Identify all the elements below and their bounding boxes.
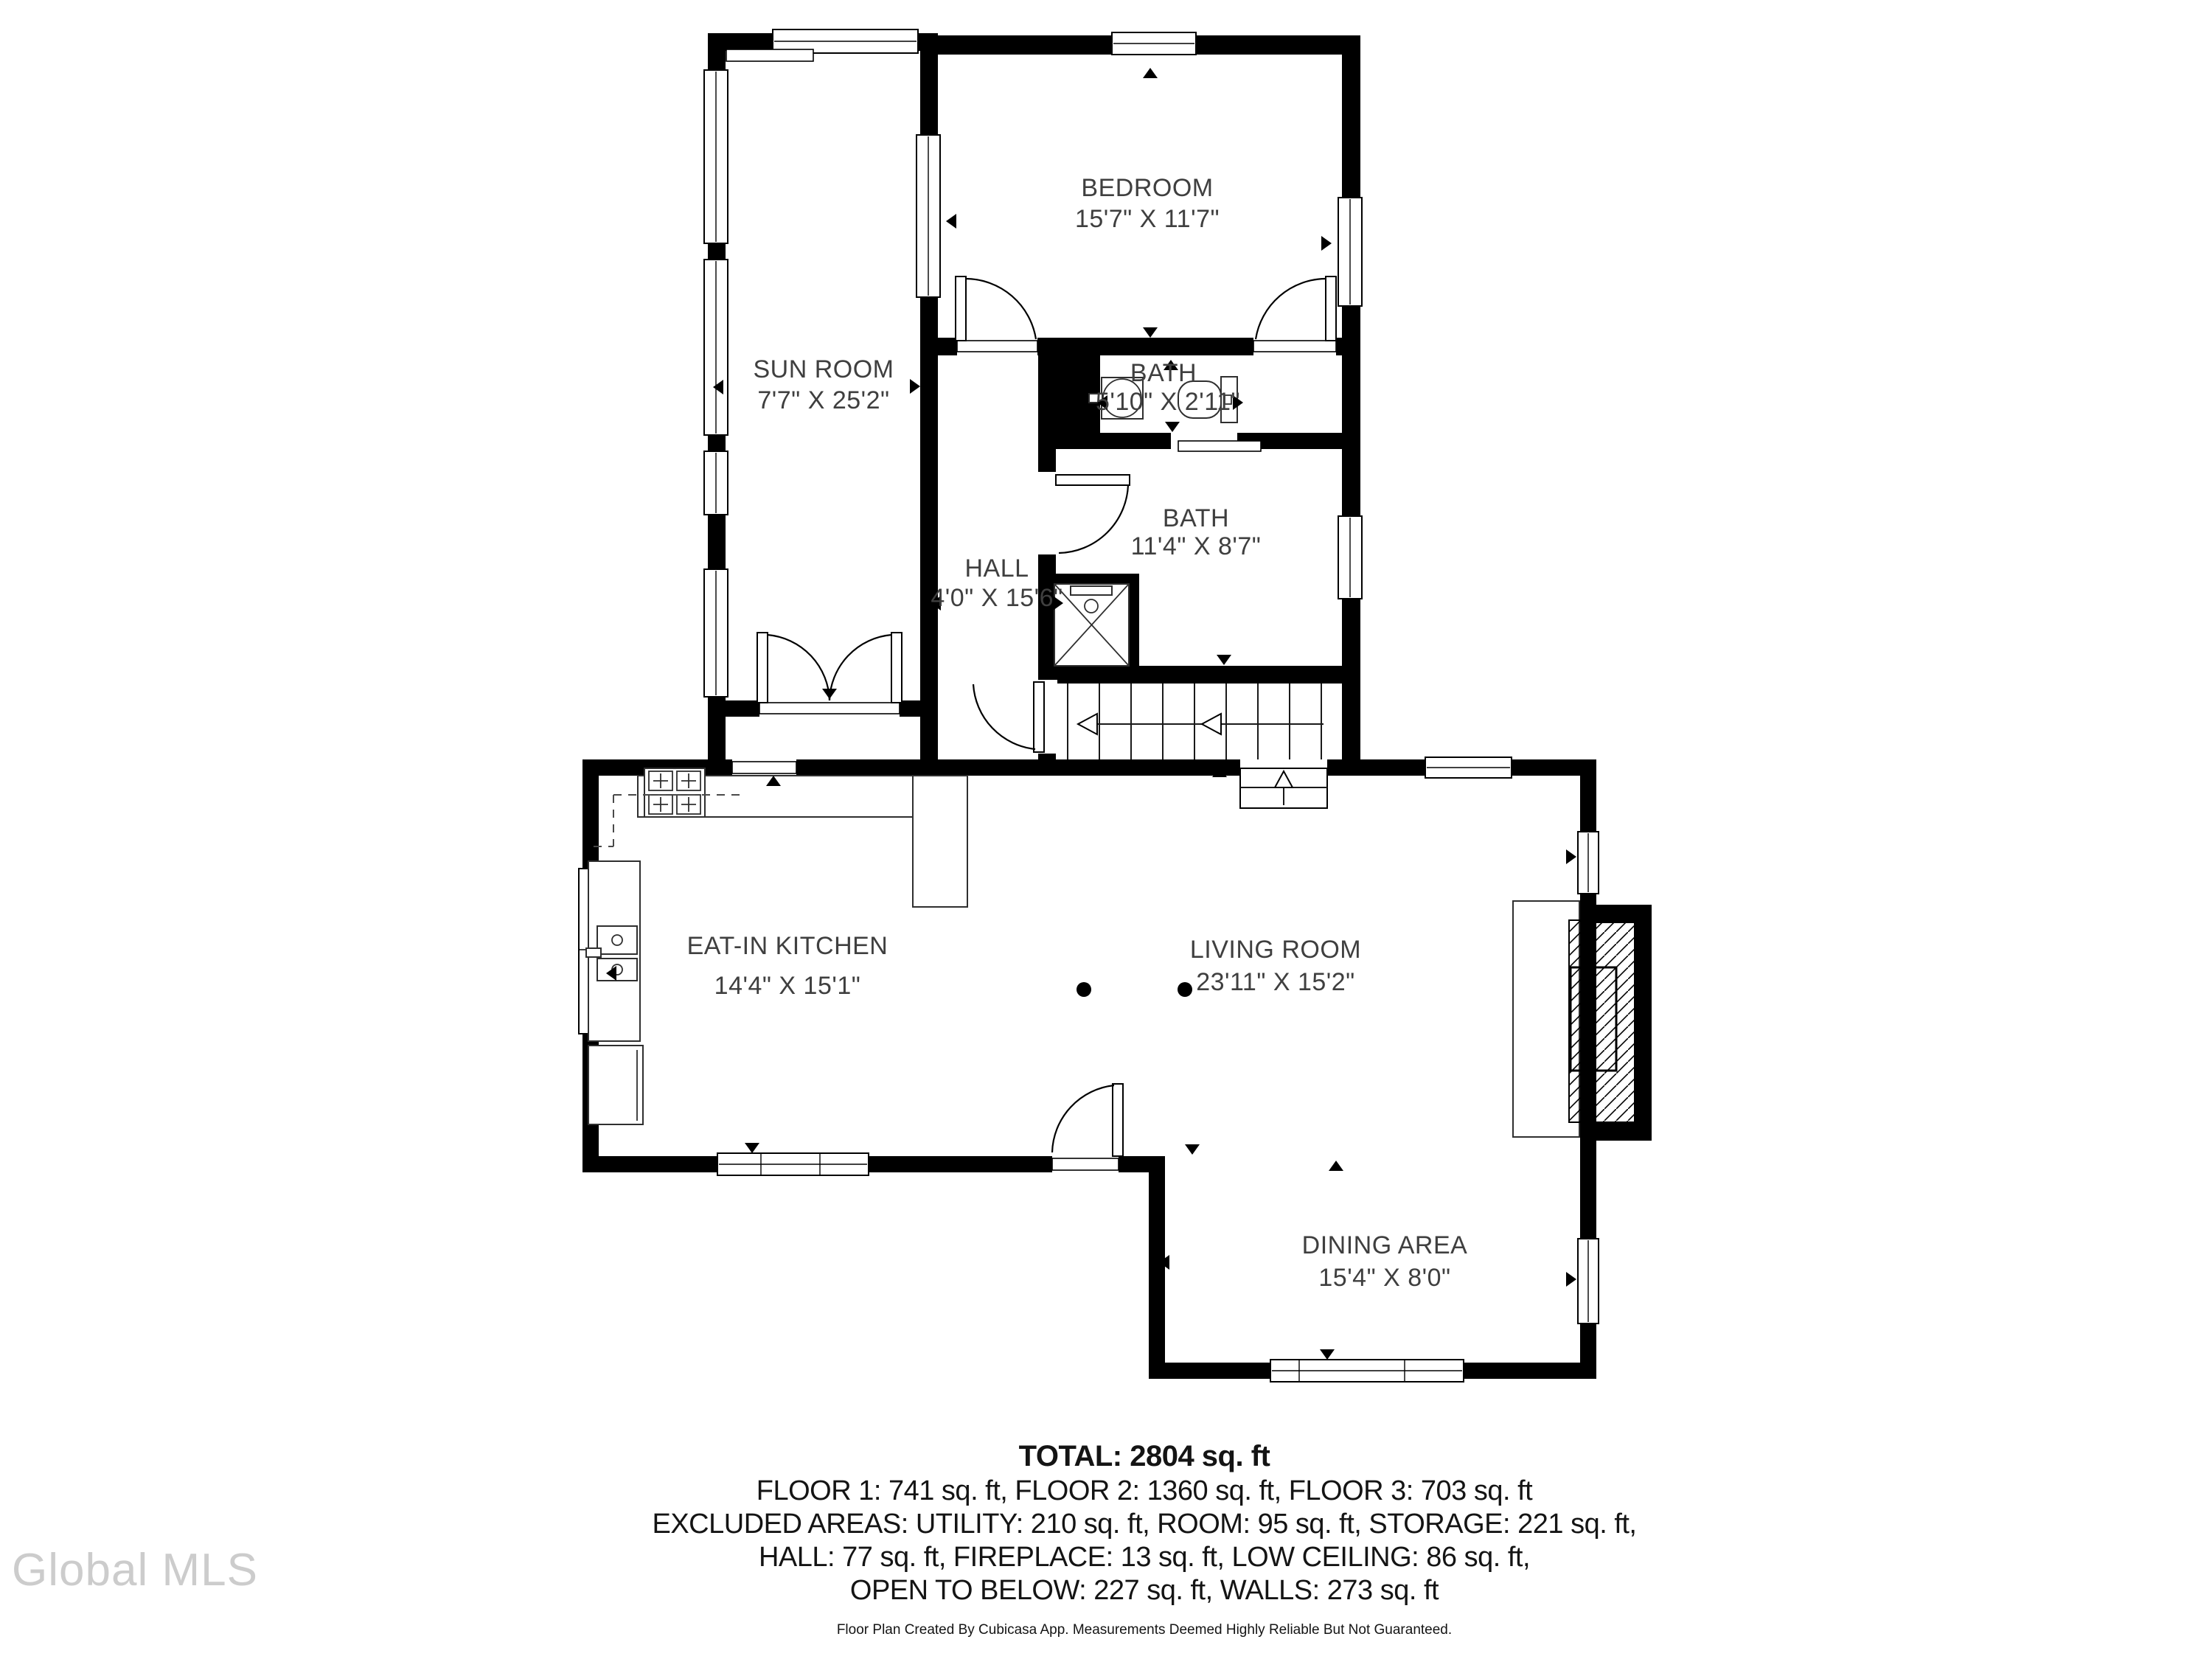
sunroom-bench [726, 49, 813, 61]
stair-arrow-head [1202, 714, 1221, 734]
kitchen-fixtures [586, 768, 1192, 1124]
room-name: DINING AREA [1301, 1231, 1468, 1259]
tick-down [1143, 327, 1158, 338]
room-name: BATH [1162, 504, 1230, 532]
tick-down [1185, 1144, 1200, 1155]
door-swing [973, 684, 1035, 749]
room-dimensions: 7'7" X 25'2" [757, 386, 890, 414]
pocket-door-slab [1178, 441, 1261, 451]
fireplace-wall [1634, 905, 1652, 1141]
doorway-sill [1052, 1158, 1119, 1170]
doorway-sill [732, 762, 796, 773]
tick-right [910, 379, 920, 394]
wall-openings [732, 336, 1336, 1174]
staircase [1068, 684, 1327, 808]
shower-valve [1071, 586, 1112, 595]
room-dimensions: 23'11" X 15'2" [1196, 968, 1355, 996]
tick-up [1329, 1161, 1343, 1171]
stove [644, 768, 705, 817]
total-area: TOTAL: 2804 sq. ft [1018, 1440, 1270, 1472]
stair-arrow-head [1078, 714, 1097, 734]
fireplace [1513, 901, 1652, 1141]
doorway-sill [1253, 341, 1336, 352]
excluded-areas-line-2: HALL: 77 sq. ft, FIREPLACE: 13 sq. ft, LOW CEILING: 86 sq. ft, [758, 1542, 1531, 1573]
floor-areas: FLOOR 1: 741 sq. ft, FLOOR 2: 1360 sq. ft, FLOOR 3: 703 sq. ft [756, 1475, 1533, 1506]
door-swing [1052, 1085, 1114, 1152]
door-swing [768, 635, 830, 700]
room-name: BEDROOM [1081, 174, 1214, 202]
fireplace-wall [1589, 1122, 1652, 1141]
excluded-areas-line-3: OPEN TO BELOW: 227 sq. ft, WALLS: 273 sq. ft [849, 1575, 1439, 1606]
fireplace-hatch [1569, 920, 1635, 1122]
room-dimensions: 4'0" X 15'6" [931, 584, 1063, 612]
door-swing [830, 635, 891, 700]
shower-wall [1129, 574, 1139, 667]
tick-left [946, 214, 956, 229]
door-swing [1256, 279, 1326, 339]
room-name: SUN ROOM [753, 355, 894, 383]
door-leaf [1056, 475, 1130, 485]
french-door-leaf [757, 633, 768, 703]
counter-peninsula [913, 776, 967, 907]
french-door-sill [759, 703, 900, 714]
tick-right [1566, 1272, 1576, 1287]
room-dimensions: 15'4" X 8'0" [1318, 1264, 1451, 1292]
walls [582, 33, 1596, 1379]
ceiling-light [1077, 982, 1091, 997]
doorway-sill [957, 341, 1037, 352]
disclaimer: Floor Plan Created By Cubicasa App. Measurements Deemed Highly Reliable But Not Guaranteed. [836, 1622, 1453, 1638]
wall-segment [1149, 1156, 1165, 1379]
faucet [586, 948, 601, 957]
tick-right [1566, 849, 1576, 864]
tick-down [1217, 655, 1231, 665]
door-leaf [1034, 682, 1044, 752]
room-name: HALL [964, 554, 1029, 582]
tick-down [1165, 422, 1180, 432]
room-name: EAT-IN KITCHEN [686, 932, 888, 960]
tick-down [822, 689, 837, 699]
ceiling-light [1178, 982, 1192, 997]
wall-segment [1342, 35, 1360, 355]
room-dimensions: 11'4" X 8'7" [1130, 532, 1262, 560]
tick-down [745, 1143, 759, 1153]
wall-segment [1038, 666, 1360, 684]
door-leaf [1326, 276, 1336, 341]
french-door-leaf [891, 633, 902, 703]
room-dimensions: 15'7" X 11'7" [1074, 205, 1220, 233]
kitchen-sink-basin [597, 926, 637, 954]
refrigerator [588, 1046, 643, 1124]
tick-up [1143, 68, 1158, 78]
tick-down [1320, 1349, 1335, 1360]
room-dimensions: 5'10" X 2'11" [1095, 388, 1241, 416]
tick-right [1321, 236, 1332, 251]
room-name: LIVING ROOM [1189, 936, 1362, 964]
room-dimensions: 14'4" X 15'1" [714, 972, 861, 1000]
shower-wall [1054, 574, 1139, 584]
room-name: BATH [1130, 359, 1197, 387]
door-leaf [1113, 1084, 1123, 1156]
excluded-areas-line-1: EXCLUDED AREAS: UTILITY: 210 sq. ft, ROOM: 95 sq. ft, STORAGE: 221 sq. ft, [652, 1509, 1637, 1540]
door-swing [966, 279, 1036, 339]
mls-watermark: Global MLS [12, 1545, 258, 1596]
door-leaf [956, 276, 966, 341]
area-summary [652, 1440, 1636, 1638]
door-swing [1059, 485, 1128, 553]
kitchen-sink-basin [597, 959, 637, 981]
